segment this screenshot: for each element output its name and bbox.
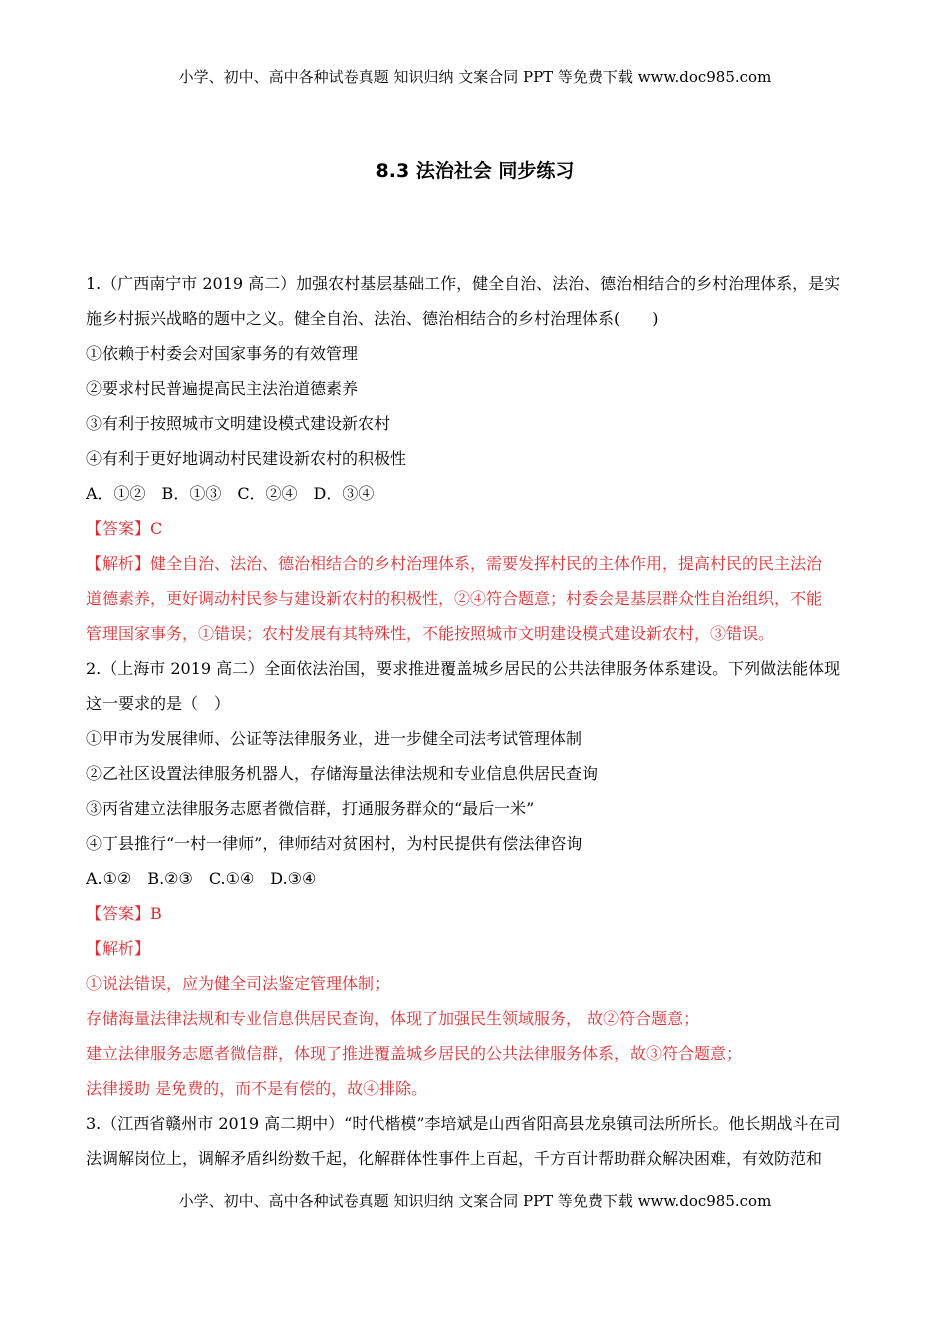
text-line: ④有利于更好地调动村民建设新农村的积极性 bbox=[86, 449, 407, 468]
analysis-line: 【解析】 bbox=[86, 939, 151, 958]
text-line: ③有利于按照城市文明建设模式建设新农村 bbox=[86, 414, 391, 433]
answer-line: 【答案】C bbox=[86, 519, 163, 538]
text-line: 这一要求的是（ ） bbox=[86, 694, 231, 713]
analysis-line: 管理国家事务，①错误；农村发展有其特殊性，不能按照城市文明建设模式建设新农村，③错误。 bbox=[86, 624, 775, 643]
text-line: ②乙社区设置法律服务机器人，存储海量法律法规和专业信息供居民查询 bbox=[86, 764, 599, 783]
document-title: 8.3 法治社会 同步练习 bbox=[375, 160, 575, 182]
analysis-line: 法律援助 是免费的，而不是有偿的，故④排除。 bbox=[86, 1079, 428, 1098]
text-line: 施乡村振兴战略的题中之义。健全自治、法治、德治相结合的乡村治理体系( ) bbox=[86, 309, 659, 328]
text-line: 2.（上海市 2019 高二）全面依法治国，要求推进覆盖城乡居民的公共法律服务体系建设。下列做法能体现 bbox=[86, 659, 841, 678]
analysis-line: 【解析】健全自治、法治、德治相结合的乡村治理体系，需要发挥村民的主体作用，提高村民的民主法治 bbox=[86, 554, 823, 573]
text-line: ①甲市为发展律师、公证等法律服务业，进一步健全司法考试管理体制 bbox=[86, 729, 583, 748]
analysis-line: 存储海量法律法规和专业信息供居民查询，体现了加强民生领域服务， 故②符合题意； bbox=[86, 1009, 700, 1028]
text-line: ①依赖于村委会对国家事务的有效管理 bbox=[86, 344, 359, 363]
analysis-line: ①说法错误，应为健全司法鉴定管理体制； bbox=[86, 974, 391, 993]
page-header: 小学、初中、高中各种试卷真题 知识归纳 文案合同 PPT 等免费下载 www.doc985.com bbox=[178, 68, 772, 86]
text-line: 3.（江西省赣州市 2019 高二期中）“时代楷模”李培斌是山西省阳高县龙泉镇司法所所长。他长期战斗在司 bbox=[86, 1114, 841, 1133]
text-line: 1.（广西南宁市 2019 高二）加强农村基层基础工作，健全自治、法治、德治相结合的乡村治理体系，是实 bbox=[86, 274, 841, 293]
text-line: A．①② B．①③ C．②④ D．③④ bbox=[86, 484, 375, 503]
page-footer: 小学、初中、高中各种试卷真题 知识归纳 文案合同 PPT 等免费下载 www.doc985.com bbox=[178, 1192, 772, 1210]
text-line: A.①② B.②③ C.①④ D.③④ bbox=[86, 869, 317, 888]
text-line: ②要求村民普遍提高民主法治道德素养 bbox=[86, 379, 359, 398]
text-line: ③丙省建立法律服务志愿者微信群，打通服务群众的“最后一米” bbox=[86, 799, 535, 818]
analysis-line: 道德素养，更好调动村民参与建设新农村的积极性，②④符合题意；村委会是基层群众性自治组织，不能 bbox=[86, 589, 823, 608]
answer-line: 【答案】B bbox=[86, 904, 162, 923]
text-line: ④丁县推行“一村一律师”，律师结对贫困村，为村民提供有偿法律咨询 bbox=[86, 834, 583, 853]
question-content bbox=[86, 266, 866, 1176]
text-line: 法调解岗位上，调解矛盾纠纷数千起，化解群体性事件上百起，千方百计帮助群众解决困难，有效防范和 bbox=[86, 1149, 823, 1168]
analysis-line: 建立法律服务志愿者微信群，体现了推进覆盖城乡居民的公共法律服务体系，故③符合题意； bbox=[86, 1044, 743, 1063]
